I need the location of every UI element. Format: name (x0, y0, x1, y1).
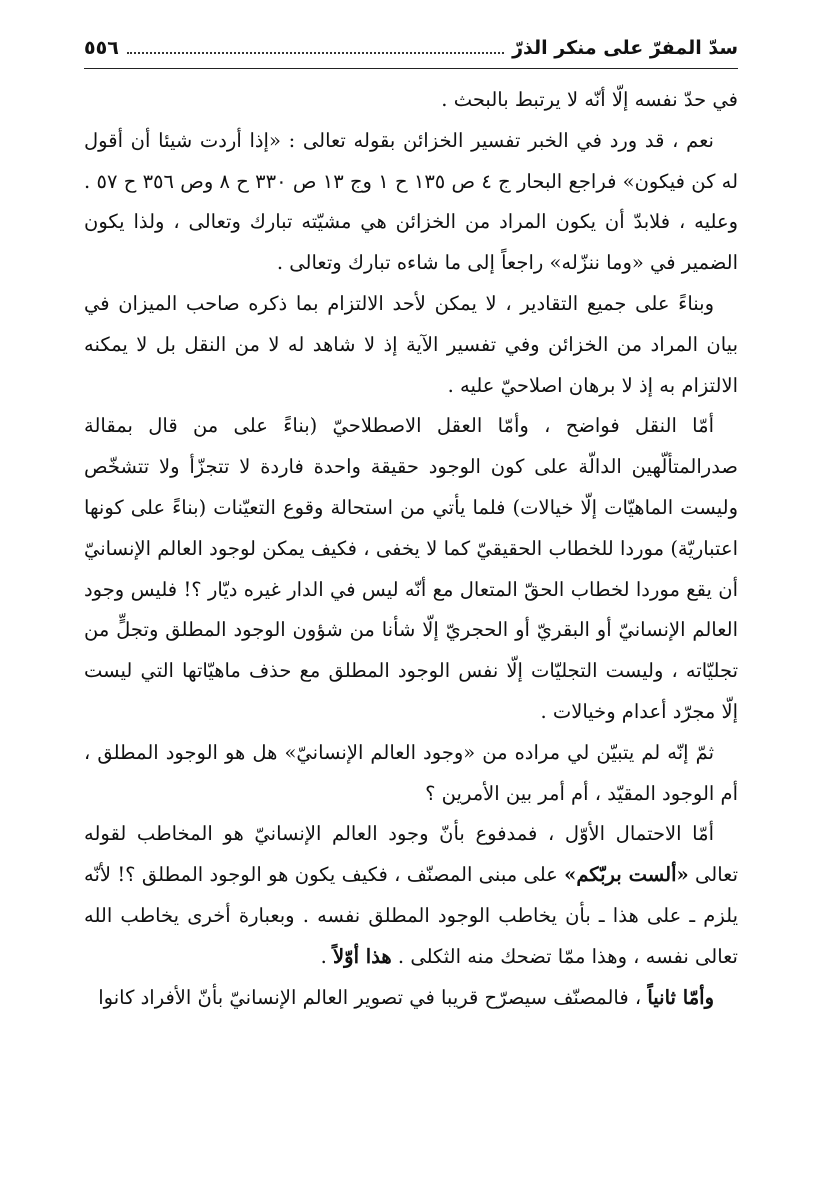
text-segment: ثمّ إنّه لم يتبيّن لي مراده من «وجود العالم الإنسانيّ» هل هو الوجود المطلق ، أم الوجود المقيّد ، أم أمر بين الأمرين ؟ (84, 740, 738, 805)
bold-text-segment: وأمّا ثانياً (647, 985, 714, 1009)
paragraph (84, 80, 738, 121)
paragraph (84, 121, 738, 284)
body-text (84, 80, 738, 1018)
bold-text-segment: «ألست بربّكم» (564, 863, 689, 887)
header-rule (84, 68, 738, 69)
paragraph (84, 978, 738, 1019)
text-segment: أمّا الاحتمال الأوّل ، فمدفوع بأنّ وجود العالم الإنسانيّ هو المخاطب لقوله تعالى (84, 822, 738, 887)
text-segment: وبناءً على جميع التقادير ، لا يمكن لأحد الالتزام بما ذكره صاحب الميزان في بيان المراد من الخزائن وفي تفسير الآية إذ لا شاهد له لا من النقل بل لا يمكنه الالتزام به إذ لا برهان اصلاحيّ عليه . (84, 291, 738, 397)
running-title: سدّ المفرّ على منكر الذرّ (512, 37, 738, 59)
paragraph (84, 814, 738, 977)
text-segment: نعم ، قد ورد في الخبر تفسير الخزائن بقوله تعالى : «إذا أردت شيئا أن أقول له كن فيكون» فراجع البحار ج ٤ ص ١٣٥ ح ١ وج ١٣ ص ٣٣٠ ح ٨ وص ٣٥٦ ح ٥٧ . وعليه ، فلابدّ أن يكون المراد من الخزائن هي مشيّته تبارك وتعالى ، ولذا يكون الضمير في «وما ننزّله» راجعاً إلى ما شاءه تبارك وتعالى . (84, 128, 739, 275)
text-segment: ، فالمصنّف سيصرّح قريبا في تصوير العالم الإنسانيّ بأنّ الأفراد كانوا (98, 985, 648, 1009)
paragraph (84, 284, 738, 406)
header-dot-leader (127, 52, 504, 54)
page-number: ٥٥٦ (84, 37, 119, 59)
text-segment: أمّا النقل فواضح ، وأمّا العقل الاصطلاحيّ (بناءً على من قال بمقالة صدرالمتألّهين الدالّة على كون الوجود حقيقة واحدة فاردة لا تتجزّأ ولا تتشخّص وليست الماهيّات إلّا خيالات) فلما يأتي من استحالة وقوع التعيّنات (بناءً على كونها اعتباريّة) موردا للخطاب الحقيقيّ كما لا يخفى ، فكيف يمكن لوجود العالم الإنسانيّ أن يقع موردا لخطاب الحقّ المتعال مع أنّه ليس في الدار غيره ديّار ؟! فليس وجود العالم الإنسانيّ أو البقريّ أو الحجريّ إلّا شأنا من شؤون الوجود المطلق وتجلٍّ من تجليّاته ، وليست التجليّات إلّا نفس الوجود المطلق مع حذف ماهيّاتها التي ليست إلّا مجرّد أعدام وخيالات . (84, 414, 738, 723)
text-segment: . (320, 944, 334, 968)
text-segment: في حدّ نفسه إلّا أنّه لا يرتبط بالبحث . (441, 88, 738, 111)
text-segment: على مبنى المصنّف ، فكيف يكون هو الوجود المطلق ؟! لأنّه يلزم ـ على هذا ـ بأن يخاطب الوجود المطلق نفسه . وبعبارة أخرى يخاطب الله تعالى نفسه ، وهذا ممّا تضحك منه الثكلى . (84, 863, 738, 968)
paragraph (84, 733, 738, 815)
running-header (84, 30, 738, 66)
bold-text-segment: هذا أوّلاً (333, 944, 392, 968)
paragraph (84, 406, 738, 732)
